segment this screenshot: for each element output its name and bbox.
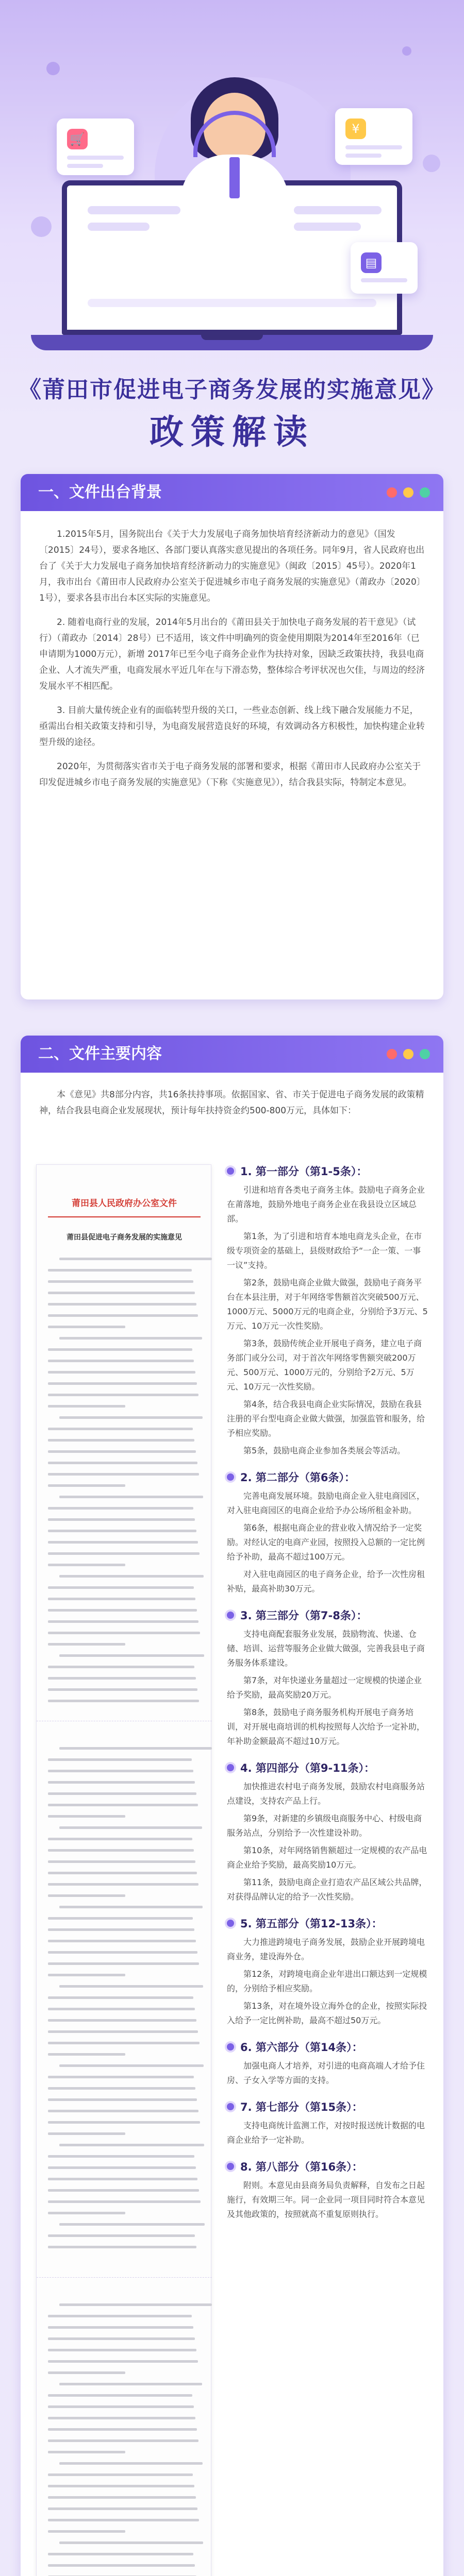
policy-article: 第2条，鼓励电商企业做大做强，鼓励电子商务平台在本县注册，对于年网络零售额首次突破500万元、1000万元、5000万元的电商企业，分别给予3万元、5万元、10万元一次性奖励。 <box>227 1278 428 1331</box>
chart-card-illustration <box>351 242 418 294</box>
policy-article: 第4条，结合我县电商企业实际情况，鼓励在我县注册的平台型电商企业做大做强，加强监管和服务，给予相应奖励。 <box>227 1399 425 1438</box>
document-text-line <box>48 1382 197 1385</box>
document-text-line <box>59 2541 203 2544</box>
document-text-line <box>48 2234 195 2237</box>
document-text-line <box>48 2519 199 2521</box>
document-text-line <box>48 1917 193 1920</box>
document-text-line <box>48 1530 196 1532</box>
document-title: 莆田县促进电子商务发展的实施意见 <box>67 1233 182 1242</box>
document-text-line <box>48 1462 197 1464</box>
page-title: 《莆田市促进电子商务发展的实施意见》 <box>19 377 445 403</box>
policy-article: 第1条，为了引进和培育本地电商龙头企业，在市级专项资金的基础上，县级财政给予“一企一策、一事一议”支持。 <box>227 1231 422 1270</box>
document-text-line <box>48 2076 194 2078</box>
policy-part-body: 加强电商人才培养，对引进的电商高端人才给予住房、子女入学等方面的支持。 <box>227 2061 425 2085</box>
document-text-line <box>48 2439 198 2442</box>
document-text-line <box>48 1484 125 1487</box>
policy-part-title: 3. 第三部分（第7-8条）： <box>227 1608 428 1623</box>
document-text-line <box>48 2553 193 2555</box>
document-text-line <box>59 2383 202 2385</box>
document-text-line <box>48 1428 193 1430</box>
yellow-dot-icon <box>403 1049 413 1059</box>
policy-article: 第12条，对跨境电商企业年进出口额达到一定规模的，分别给予相应奖励。 <box>227 1969 427 1993</box>
document-text-line <box>48 1541 198 1544</box>
agent-tie <box>229 157 240 198</box>
document-text-line <box>48 2417 195 2419</box>
document-text-line <box>48 1838 192 1840</box>
document-text-line <box>48 1269 192 1272</box>
document-text-line <box>48 2166 196 2169</box>
document-text-line <box>48 1860 195 1863</box>
document-text-line <box>59 2303 212 2306</box>
document-text-line <box>59 1826 202 1829</box>
paragraph: 1.2015年5月，国务院出台《关于大力发展电子商务加快培育经济新动力的意见》（国发〔2015〕24号），要求各地区、各部门要认真落实意见提出的各项任务。同年9月，省人民政府也出台了《关于大力发展电子商务加快培育经济新动力的实施意见》（闽政〔2015〕45号）。2020年1月，我市出台《莆田市人民政府办公室关于促进城乡市电子商务发展的实施意见》（莆政办〔2020〕1号），要求各县市出台本区实际的实施意见。 <box>39 529 425 603</box>
document-text-line <box>48 1792 196 1795</box>
document-text-line <box>48 1552 200 1555</box>
document-text-line <box>48 1688 197 1691</box>
policy-part <box>227 2160 428 2222</box>
policy-part-title: 8. 第八部分（第16条）： <box>227 2160 428 2174</box>
document-text-line <box>48 2053 125 2056</box>
document-text-line <box>48 2132 125 2135</box>
cart-card-illustration <box>57 118 134 175</box>
policy-article: 第10条，对年网络销售额超过一定规模的农产品电商企业给予奖励，最高奖励10万元。 <box>227 1845 427 1870</box>
document-text-line <box>48 1974 125 1976</box>
policy-part <box>227 1164 428 1458</box>
document-text-line <box>48 1700 199 1702</box>
document-text-line <box>48 1643 125 1646</box>
policy-article: 第8条，鼓励电子商务服务机构开展电子商务培训，对开展电商培训的机构按照每人次给予一定补助，年补助金额最高不超过10万元。 <box>227 1707 425 1746</box>
paragraph: 3. 目前大量传统企业有的面临转型升级的关口，一些业态创新、线上线下融合发展能力不足，亟需出台相关政策支持和引导，为电商发展营造良好的环境，有效调动各方积极性，加快构建企业转型升级的途径。 <box>39 705 425 748</box>
red-dot-icon <box>387 487 397 498</box>
policy-part-body: 支持电商配套服务业发展，鼓励物流、快递、仓储、培训、运营等服务企业做大做强，完善我县电子商务服务体系建设。 <box>227 1629 425 1668</box>
policy-article: 第9条，对新建的乡镇级电商服务中心、村级电商服务站点，分别给予一次性建设补助。 <box>227 1814 422 1838</box>
section-body <box>21 511 443 815</box>
paragraph: 2020年，为贯彻落实省市关于电子商务发展的部署和要求，根据《莆田市人民政府办公室关于印发促进城乡市电子商务发展的实施意见》（下称《实施意见》），结合我县实际，特制定本意见。 <box>39 761 421 788</box>
policy-part-body: 加快推进农村电子商务发展，鼓励农村电商服务站点建设，支持农产品上行。 <box>227 1782 425 1806</box>
document-text-line <box>48 2189 199 2192</box>
document-text-line <box>48 2564 195 2567</box>
document-text-line <box>48 1894 125 1897</box>
document-text-line <box>48 2019 196 2022</box>
policy-part-title: 5. 第五部分（第12-13条）： <box>227 1917 428 1931</box>
document-text-line <box>48 1450 196 1453</box>
document-text-line <box>48 2473 193 2476</box>
document-header: 莆田县人民政府办公室文件 <box>72 1198 177 1209</box>
document-text-line <box>59 2064 204 2067</box>
document-text-line <box>59 1985 203 1988</box>
policy-part-title: 6. 第六部分（第14条）： <box>227 2040 428 2055</box>
document-text-line <box>48 1586 194 1589</box>
policy-part-body: 引进和培育各类电子商务主体。鼓励电子商务企业在莆落地，鼓励外地电子商务企业在我县设立区域总部。 <box>227 1185 425 1224</box>
page-subtitle: 政策解读 <box>150 412 314 452</box>
policy-part <box>227 1917 428 2028</box>
policy-article: 第5条，鼓励电商企业参加各类展会等活动。 <box>243 1446 406 1455</box>
document-text-line <box>48 1849 194 1852</box>
document-text-line <box>59 1496 203 1498</box>
document-text-line <box>48 2428 197 2431</box>
document-text-line <box>59 1906 203 1908</box>
document-text-line <box>48 1804 198 1806</box>
document-text-line <box>48 2451 125 2453</box>
document-text-line <box>48 1507 193 1510</box>
policy-part <box>227 2040 428 2088</box>
document-text-line <box>48 2155 194 2158</box>
document-text-line <box>48 1473 199 1476</box>
document-text-line <box>48 1439 194 1442</box>
section-header <box>21 1036 443 1073</box>
document-text-line <box>48 1872 197 1874</box>
green-dot-icon <box>420 487 430 498</box>
document-text-line <box>48 1564 125 1566</box>
document-text-line <box>48 1951 197 1954</box>
section-header <box>21 474 443 511</box>
policy-article: 第11条，鼓励电商企业打造农产品区域公共品牌，对获得品牌认定的给予一次性奖励。 <box>227 1877 427 1902</box>
document-text-line <box>48 1666 194 1668</box>
coin-icon: ¥ <box>345 118 366 139</box>
policy-part-title: 7. 第七部分（第15条）： <box>227 2100 428 2114</box>
policy-part-title: 2. 第二部分（第6条）： <box>227 1470 428 1485</box>
decoration-dot <box>46 62 60 75</box>
document-text-line <box>48 2530 125 2533</box>
section-title: 二、文件主要内容 <box>38 1045 162 1063</box>
hero-banner <box>0 0 464 422</box>
document-text-line <box>48 1292 195 1294</box>
document-text-line <box>48 1940 196 1942</box>
document-text-line <box>48 2405 194 2408</box>
document-text-line <box>48 2326 193 2329</box>
document-text-line <box>48 1632 200 1634</box>
document-text-line <box>48 1280 193 1283</box>
document-text-line <box>48 2030 198 2033</box>
policy-part <box>227 1470 428 1596</box>
document-text-line <box>59 1654 204 1657</box>
red-dot-icon <box>387 1049 397 1059</box>
document-scan <box>36 1164 211 2576</box>
document-text-line <box>59 1747 212 1750</box>
document-text-line <box>48 2042 200 2044</box>
decoration-dot <box>423 155 440 172</box>
document-text-line <box>48 2360 198 2363</box>
policy-part-body: 大力推进跨境电子商务发展，鼓励企业开展跨境电商业务，建设海外仓。 <box>227 1937 425 1961</box>
document-text-line <box>48 1928 194 1931</box>
cart-icon: 🛒 <box>67 129 88 149</box>
decoration-dot <box>31 216 52 237</box>
policy-part <box>227 1608 428 1749</box>
document-text-line <box>48 2507 197 2510</box>
document-text-line <box>48 1996 193 1999</box>
policy-part-body: 附则。本意见由县商务局负责解释，自发布之日起施行，有效期三年。同一企业同一项目同时符合本意见及其他政策的，按照就高不重复原则执行。 <box>227 2180 425 2219</box>
policy-article: 第13条，对在境外设立海外仓的企业，按照实际投入给予一定比例补助，最高不超过50万元。 <box>227 2001 427 2025</box>
document-text-line <box>48 1314 198 1317</box>
document-text-line <box>48 1518 195 1521</box>
window-dots <box>387 487 430 498</box>
document-text-line <box>48 2394 192 2397</box>
document-text-line <box>59 2223 205 2226</box>
document-text-line <box>59 1337 202 1340</box>
document-text-line <box>48 1620 198 1623</box>
section-intro: 本《意见》共8部分内容，共16条扶持事项。依据国家、省、市关于促进电子商务发展的政策精神，结合我县电商企业发展现状，预计每年扶持资金约500-800万元，具体如下： <box>39 1090 424 1116</box>
document-text-line <box>48 2349 196 2351</box>
document-page <box>37 1165 212 1721</box>
document-text-line <box>48 2496 196 2499</box>
document-text-line <box>48 2098 197 2101</box>
money-card-illustration <box>335 108 412 165</box>
document-text-line <box>48 2200 201 2203</box>
document-text-line <box>48 2246 196 2248</box>
document-text-line <box>59 2144 204 2146</box>
policy-part <box>227 2100 428 2147</box>
document-text-line <box>48 2337 195 2340</box>
document-text-line <box>48 1781 195 1784</box>
document-text-line <box>48 2121 200 2124</box>
policy-part-title: 1. 第一部分（第1-5条）： <box>227 1164 428 1179</box>
laptop-base <box>31 335 433 350</box>
document-text-line <box>48 1883 198 1886</box>
document-text-line <box>48 1405 125 1408</box>
document-text-line <box>48 2212 125 2214</box>
document-text-line <box>48 1348 192 1351</box>
yellow-dot-icon <box>403 487 413 498</box>
document-text-line <box>48 1360 194 1362</box>
document-text-line <box>48 1609 197 1612</box>
document-text-line <box>48 2315 192 2317</box>
policy-article: 第7条，对年快递业务量超过一定规模的快递企业给予奖励，最高奖励20万元。 <box>227 1675 422 1700</box>
window-dots <box>387 1049 430 1059</box>
document-page <box>37 1721 212 2278</box>
document-text-line <box>48 2371 125 2374</box>
section-content <box>21 1036 443 2576</box>
policy-article: 对入驻电商园区的电子商务企业，给予一次性房租补贴，最高补助30万元。 <box>227 1569 425 1594</box>
policy-article: 第3条，鼓励传统企业开展电子商务，建立电子商务部门或分公司，对于首次年网络零售额突破200万元、500万元、1000万元的，分别给予2万元、5万元、10万元一次性奖励。 <box>227 1338 422 1392</box>
document-text-line <box>48 1303 196 1306</box>
document-text-line <box>48 1815 125 1818</box>
document-text-line <box>48 2008 195 2010</box>
policy-part-body: 完善电商发展环境。鼓励电商企业入驻电商园区，对入驻电商园区的电商企业给予办公场所租金补助。 <box>227 1491 425 1515</box>
document-text-line <box>59 2462 203 2465</box>
policy-part <box>227 1761 428 1904</box>
document-text-line <box>48 2485 194 2487</box>
section-background <box>21 474 443 999</box>
document-page <box>37 2278 212 2576</box>
document-text-line <box>48 1758 192 1761</box>
document-text-line <box>48 1371 195 1374</box>
document-text-line <box>48 1394 198 1396</box>
document-text-line <box>48 1677 196 1680</box>
document-text-line <box>48 1770 193 1772</box>
document-text-line <box>48 2087 195 2090</box>
section-title: 一、文件出台背景 <box>38 483 162 501</box>
policy-parts <box>227 1164 428 2234</box>
policy-article: 第6条，根据电商企业的营业收入情况给予一定奖励。对经认定的电商产业园，按照投入总额的一定比例给予补助，最高不超过100万元。 <box>227 1523 425 1562</box>
decoration-dot <box>402 46 411 56</box>
document-text-line <box>59 1416 203 1419</box>
document-redline <box>48 1216 201 1217</box>
document-text-line <box>48 1598 195 1600</box>
policy-part-body: 支持电商统计监测工作，对按时报送统计数据的电商企业给予一定补助。 <box>227 2121 425 2145</box>
green-dot-icon <box>420 1049 430 1059</box>
document-text-line <box>48 2178 197 2180</box>
document-text-line <box>48 1962 199 1965</box>
chart-icon: ▤ <box>361 252 382 273</box>
document-text-line <box>48 2110 198 2112</box>
document-text-line <box>59 1575 204 1578</box>
document-text-line <box>59 1258 212 1260</box>
document-text-line <box>48 1326 125 1328</box>
policy-part-title: 4. 第四部分（第9-11条）： <box>227 1761 428 1775</box>
paragraph: 2. 随着电商行业的发展，2014年5月出台的《莆田县关于加快电子商务发展的若干意见》（试行）（莆政办〔2014〕28号）已不适用，该文件中明确列的资金使用期限为2014年至2016年（已申请期为1000万元），新增 2017年已至今电子商务企业作为扶持对象，因缺乏政策扶持，我县电商企业、人才流失严重，电商发展水平近几年在与下滑态势，整体综合考评状况也欠佳，与周边的经济发展水平不相匹配。 <box>39 617 425 691</box>
